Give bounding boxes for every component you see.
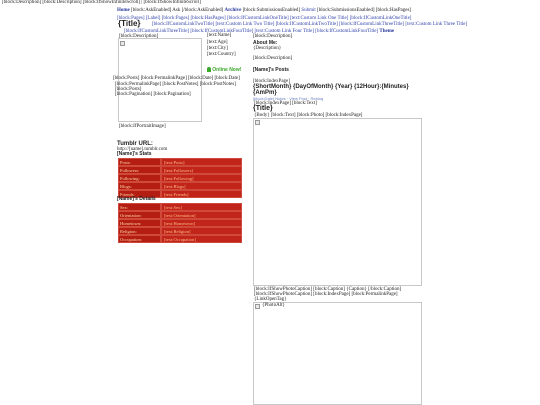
about-city: [text:City]	[207, 46, 228, 51]
about-name: [text:Name]	[207, 33, 232, 38]
has-pages-block: [block:HasPages]	[375, 8, 412, 13]
stats-row	[118, 174, 242, 182]
submit-link[interactable]: Submit	[301, 8, 316, 13]
online-status: Online Now!	[207, 67, 241, 74]
ask-link[interactable]: [block:AskEnabled] Ask [/block:AskEnabled]	[131, 8, 224, 13]
stats-value: [text:Posts]	[161, 158, 242, 166]
stats-title: [Name]'s Stats	[117, 151, 152, 157]
stats-row	[118, 166, 242, 174]
meta-line-3: [block:Posts]	[115, 87, 142, 92]
details-value: [text:Religion]	[161, 227, 242, 235]
top-description-line: [block:Description] [block:Description] [block:IfShowInfiniteScroll] | [block:IfShowInfiniteScroll]	[2, 0, 201, 5]
post-title: {Title}	[253, 105, 273, 112]
details-row	[118, 211, 242, 219]
details-value: [text:Hometown]	[161, 219, 242, 227]
theme-link[interactable]: Theme	[379, 29, 395, 34]
photo-box	[253, 118, 422, 286]
details-key: Sex:	[118, 203, 161, 211]
stats-key: Friends:	[118, 190, 161, 198]
portrait-image-icon	[120, 41, 125, 46]
meta-line-1: [block:Posts] [block:PermalinkPage] [block:Date] [block:Date]	[113, 76, 240, 81]
index-page-block: [block:IndexPage]	[253, 79, 290, 84]
tumblr-url-label: Tumblr URL:	[117, 141, 153, 147]
pages-line-2	[152, 22, 467, 28]
submissions-block-open: [block:SubmissionsEnabled]	[242, 8, 301, 13]
post-links[interactable]: [block:Date] Notes · View Post · Reblog	[253, 96, 324, 101]
custom-link-one[interactable]: [block:Pages] [Label] [block:Pages] [block:HasPages] [block:IfCustomLinkOneTitle] [text:Custom Link One Title] [block:IfCustomLinkOneTitle]	[117, 16, 412, 21]
stats-key: Blogs:	[118, 182, 161, 190]
details-row	[118, 203, 242, 211]
posts-heading: [Name]'s Posts	[253, 67, 289, 73]
stats-value: [text:Following]	[161, 174, 242, 182]
details-table	[118, 203, 242, 243]
stats-value: [text:Friends]	[161, 190, 242, 198]
caption-line-2: [block:IfShowPhotoCaption] [block:IndexPage] [block:PermalinkPage]	[254, 292, 398, 297]
description-variable: {Description}	[253, 46, 282, 51]
details-key: Religion:	[118, 227, 161, 235]
details-row	[118, 235, 242, 243]
archive-link[interactable]: Archive	[224, 8, 242, 13]
online-person-icon	[207, 67, 211, 72]
photo-image-icon	[255, 120, 260, 125]
nav-bar	[117, 8, 411, 14]
meta-line-2: [block:PermalinkPage] [block:PostNotes] [block:PostNotes]	[115, 82, 236, 87]
page-title: {Title}	[118, 19, 141, 28]
details-row	[118, 227, 242, 235]
stats-value: [text:Followers]	[161, 166, 242, 174]
text-block-line: [block:IndexPage] [block:Text]	[254, 101, 317, 106]
stats-key: Posts:	[118, 158, 161, 166]
description-block-right: [block:Description]	[253, 34, 293, 39]
tumblr-url-value[interactable]: http://[name].tumblr.com	[117, 147, 168, 152]
custom-link-two-three[interactable]: [block:IfCustomLinkTwoTitle] [text:Custom Link Two Title] [block:IfCustomLinkTwoTitle] [block:IfCustomLinkThreeTitle] [text:Custom Link Three Title]	[152, 22, 468, 27]
stats-value: [text:Blogs]	[161, 182, 242, 190]
description-block-top: [block:Description]	[119, 34, 159, 39]
custom-link-four[interactable]: [block:IfCustomLinkThreeTitle] [block:IfCustomLinkFourTitle] [text:Custom Link Four Title] [block:IfCustomLinkFourTitle]	[124, 29, 379, 34]
description-block-close: [block:Description]	[253, 56, 293, 61]
post-body-line: {Body} [block:Text] [block:Photo] [block:IndexPage]	[254, 113, 363, 118]
submissions-block-close: [block:SubmissionsEnabled]	[317, 8, 375, 13]
stats-key: Followers:	[118, 166, 161, 174]
details-row	[118, 219, 242, 227]
about-age: [text:Age]	[207, 40, 228, 45]
details-value: [text:Orientation]	[161, 211, 242, 219]
caption-line-1: [block:IfShowPhotoCaption] [block:Caption] {Caption} [/block:Caption]	[254, 287, 402, 292]
about-country: [text:Country]	[207, 52, 236, 57]
photo-box-2	[253, 302, 422, 405]
meta-line-4: [block:Pagination] [block:Pagination]	[115, 92, 191, 97]
details-key: Orientation:	[118, 211, 161, 219]
details-value: [text:Occupation]	[161, 235, 242, 243]
details-value: [text:Sex]	[161, 203, 242, 211]
stats-row	[118, 158, 242, 166]
stats-row	[118, 182, 242, 190]
stats-table	[118, 158, 242, 198]
photo-alt-icon	[255, 304, 260, 309]
home-link[interactable]: Home	[117, 8, 130, 13]
details-key: Hometown:	[118, 219, 161, 227]
details-key: Occupation:	[118, 235, 161, 243]
link-open-tag: {LinkOpenTag}	[254, 297, 287, 302]
about-label: About Me:	[253, 40, 278, 46]
portrait-block-label: [block:IfPortraitImage]	[119, 124, 166, 129]
photo-alt-text: {PhotoAlt}	[262, 303, 285, 308]
details-title: [Name]'s Details	[117, 196, 156, 202]
stats-key: Following:	[118, 174, 161, 182]
post-date-heading: {ShortMonth} {DayOfMonth} {Year} {12Hour}:{Minutes}{AmPm}	[253, 84, 409, 96]
